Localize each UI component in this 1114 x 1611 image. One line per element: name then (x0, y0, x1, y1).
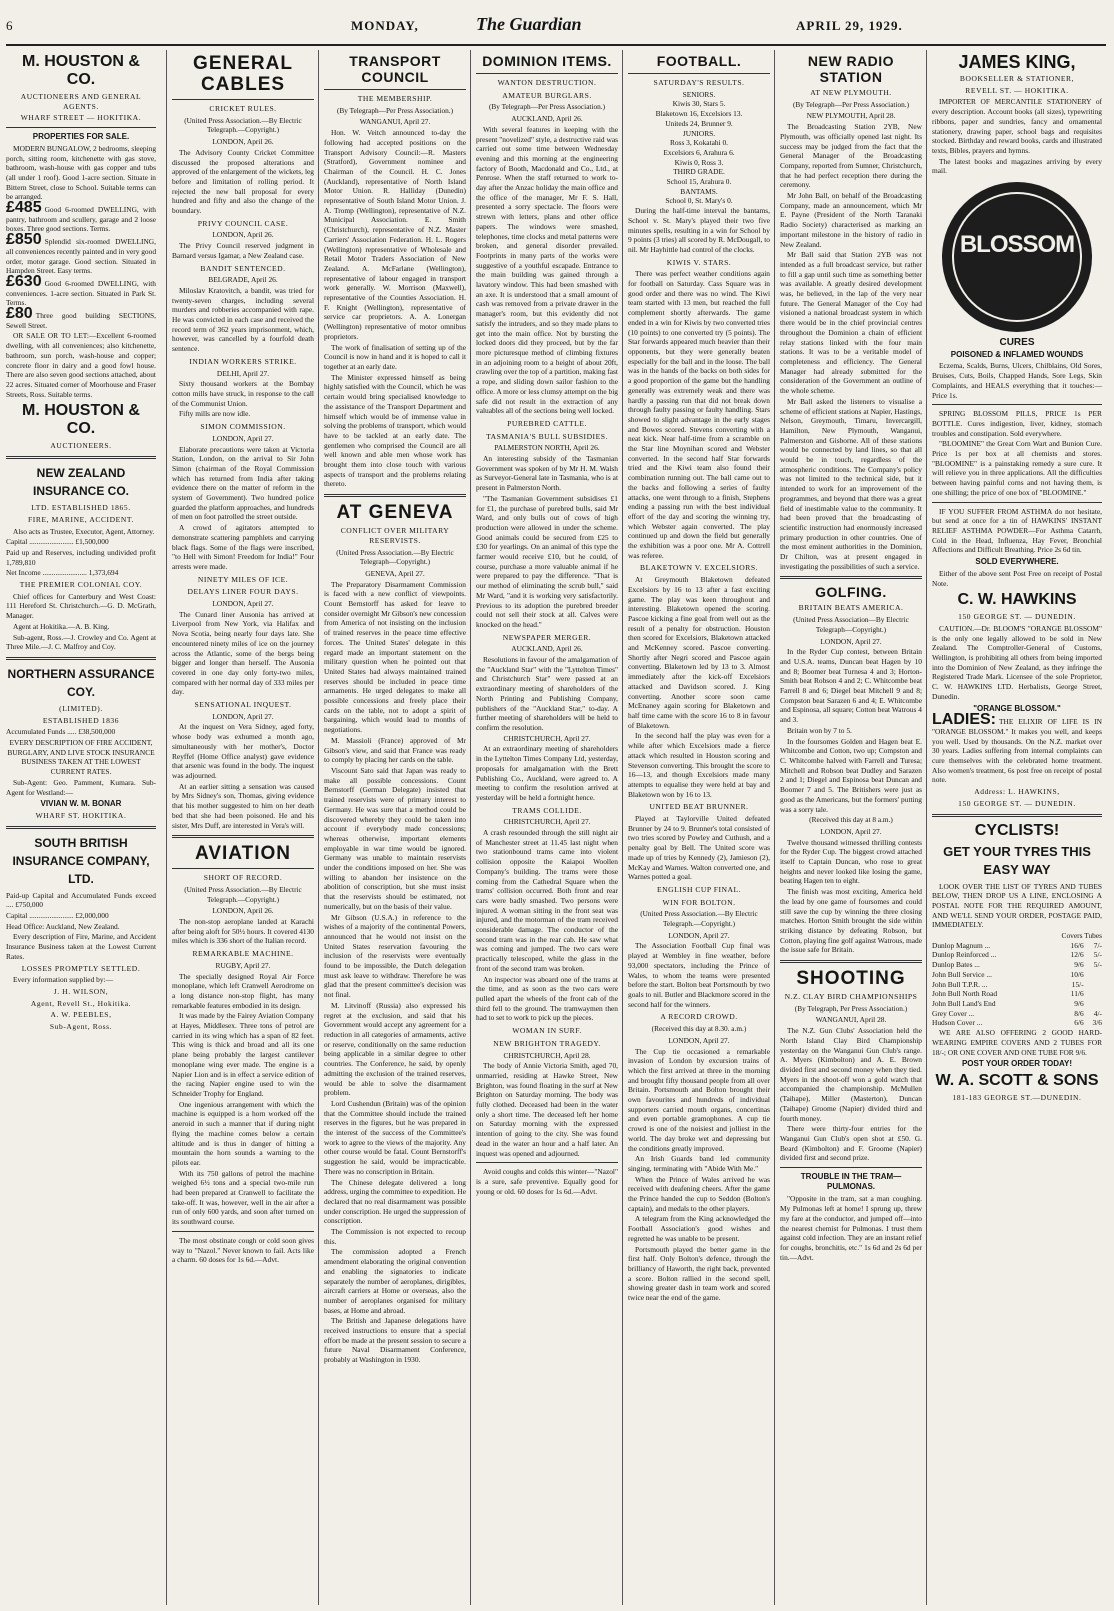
rugby-text-4: With its 750 gallons of petrol the machine weighed 6½ tons and a special two-mile run had been prepared at Cranwell to facilitate the take-off. It was, however, well in the air after a run of only 600 yards, and soon after turned on its southward course. (172, 1168, 314, 1227)
burglars-text: With several features in keeping with the present "novelized" style, a destructive raid was carried out some time between Wednesday evening and this morning at the engineering factory of Booth, Macdonald and Co., Ltd., at Penrose. When the staff returned to work to-day after the Anzac holiday the main office and the office of the manager, Mr F. S. Hall, presented a sorry spectacle. The floors were strewn with letters, plans and other office papers. The windows were smashed, telephones, time clocks and metal patterns were broken, and general disorder prevailed. Footprints in many parts of the works were suggestive of a youthful escapade. Entrance to the main building was gained through a lavatory window. This had been smashed with an axe. It is understood that a small amount of cash was removed from a private drawer in the manager's room, but this evidently did not satisfy the intruders, and so they made plans to get into the main office. Not by bursting the locked doors did they proceed, but by the far more picturesque method of climbing fixtures in an adjoining room to a height of about 20ft, crawling over the top of a partition, making fast a rope, and sliding down sailor fashion to the office. A more or less clumsy attempt on the big safe did not result in the extraction of any valuables all of the sections being well locked. (476, 124, 618, 416)
tyre-price-table (932, 941, 1102, 1028)
listing-485-text: Good 6-roomed DWELLING, with pantry, bathroom and scullery, garage and 2 loose boxes. Three good sections. Terms. (6, 205, 156, 234)
aviation-press: (United Press Association.—By Electric Telegraph.—Copyright.) (184, 884, 302, 904)
merger-heading: NEWSPAPER MERGER. (502, 632, 592, 642)
tyre-table-header: Covers Tubes (1061, 931, 1102, 941)
cricket-press: (United Press Association.—By Electric Telegraph.—Copyright.) (184, 115, 302, 135)
cures-text: Eczema, Scalds, Burns, Ulcers, Chilblains, Old Sores, Bruises, Cuts, Boils, Chapped Hands, Sore Legs, Skin Complaints, and HEALS everything that it touches:—Price 1s. (932, 361, 1102, 400)
trouble-text: "Opposite in the tram, sat a man coughing. My Pulmonas left at home! I sprung up, threw my fare at the conductor, and jumped off—into the nearest chemist for Pulmonas. I trust them against cold infection. They are an instant relief for coughs, bronchitis, etc." 1s 6d and 2s 6d per tin.—Advt. (780, 1194, 922, 1262)
column-1 (6, 50, 160, 1605)
scott-address: 181-183 GEORGE ST.—DUNEDIN. (952, 1092, 1082, 1102)
northern-description: EVERY DESCRIPTION OF FIRE ACCIDENT, BURGLARY, AND LIVE STOCK INSURANCE BUSINESS TAKEN AT THE LOWEST CURRENT RATES. (7, 738, 155, 777)
tyre-row (932, 970, 1102, 980)
geneva-text-8: The Commission is not expected to recoup this. (324, 1227, 466, 1246)
nzi-paid: Paid up and Reserves, including undivided profit 1,789,810 (6, 547, 156, 567)
transport-press: (By Telegraph—Per Press Association.) (336, 105, 454, 115)
tyre-row (932, 1009, 1102, 1019)
tyre-name: Hudson Cover ... (932, 1018, 983, 1028)
column-2 (166, 50, 319, 1605)
trams-heading: TRAMS COLLIDE. (512, 805, 582, 815)
ladies-address-2: 150 GEORGE ST. — DUNEDIN. (958, 798, 1076, 808)
delays-text: The Cunard liner Ausonia has arrived at Liverpool from New York, via Halifax and Nova Scotia, being nearly four days late. She encountered ninety miles of ice on the journey across the Atlantic, some of the bergs being bigger and longer than herself. The Ausonia covered in one day only forty-two miles, compared with her normal day of 333 miles per day. (172, 609, 314, 697)
column-5 (622, 50, 775, 1605)
kiwis-text: There was perfect weather conditions again for football on Saturday. Cass Square was in good order and there was no wind. The Kiwi team started with 13 men, but reached the full complement shortly afterwards. The game ended in a win for Kiwis by two converted tries (10 points) to one converted try (5 points). The Star forwards appeared much heavier than their opponents, but they were generally beaten especially for the ball and in the loose. The ball was in the hands of the backs on both sides for a good proportion of the game but the handling generally was extremely weak and there was hardly a passing run that did not break down through faulty passing or faulty handling. Stars showed to slight advantage in the early stages and Bowes scored. Stevens converting with a neat kick. Near half-time from a scramble on the Star line Moynihan scored and Webster converted. In the second half Star forwards tried and the Kiwi team also found their combination running out. The ball came out to the backs and following a series of faulty attacks, one went through to a finish, Stephens ending a passing run with the best individual effort of the day and scoring the winning try, which Webster again converted. The play continued up and down the field but generally the exhibition was a poor one. Mr A. Cottrell was referee. (628, 269, 770, 560)
aviation-heading: AVIATION (195, 843, 291, 865)
nzi-chief-offices: Chief offices for Canterbury and West Coast: 111 Hereford St. Christchurch.—G. D. McGrath, Manager. (6, 591, 156, 621)
trouble-heading: TROUBLE IN THE TRAM—PULMONAS. (800, 1172, 902, 1191)
masthead (6, 4, 1106, 46)
nzi-established: LTD. ESTABLISHED 1865. (31, 503, 131, 513)
surf-text: The body of Annie Victoria Smith, aged 70, unmarried, residing at Hawke Street, New Brighton, was found floating in the surf at New Brighton on Saturday morning. The body was fully clothed. Deceased had been in the water only a short time. The deceased left her home on Saturday morning with the expressed intention of going to the city. She was found dead in the water an hour and a half later. An inquest was opened and adjourned. (476, 1061, 618, 1158)
tyre-row (932, 999, 1102, 1009)
wilson-name: J. H. WILSON, (53, 987, 109, 996)
nzi-income: Net Income ........................ 1,373,694 (6, 568, 119, 578)
geneva-press: (United Press Association.—By Electric Telegraph—Copyright.) (336, 547, 454, 567)
merger-dateline: AUCKLAND, April 26. (511, 644, 583, 654)
shooting-text-1: The N.Z. Gun Clubs' Association held the North Island Clay Bird Championship yesterday on the Wanganui Gun Club's range. A. Myers (Kimbolton) and A. E. Brown divided first and second money when they tied. Myers in the shoot-off won a gold watch that accompanied the championship. McMullen (Taihape), Miller (Masterton), Duncan (Taihape) Groome (Napier) divided third and fourth money. (780, 1026, 922, 1123)
transport-text-1: Hon. W. Veitch announced to-day the following had accepted positions on the Transport Advisory Council:—R. Masters (Stratford), Government nominee and Chairman of the Council. H. C. Jones (Auckland), representative of North Island Motor Union. R. Halliday (Dunedin) representative of South Island Motor Union. J. A. Tromp (Wellington), representative of N.Z. Municipal Association. E. Smith (Christchurch), representative of N.Z. Master Carriers' Association Federation. H. L. Rogers (Wellington) representative of Wholesale and Retail Motor Traders Association of New Zealand. A. McFarlane (Wellington), representative of labour engaged in transport work generally. W. Morrison (Maxwell), representative of the Counties Association. H. F. Knight (Wellington), representative of service car proprietors. A. A. Lonergan (Wellington) representative of motor omnibus proprietors. (324, 128, 466, 341)
transport-text-2: The work of finalisation of setting up of the Council is now in hand and it is hoped to call it together at an early date. (324, 342, 466, 371)
tyre-cover-price: 15/- (1071, 979, 1084, 989)
wilson-role: Agent, Revell St., Hokitika. (30, 998, 132, 1008)
scott-heading: W. A. SCOTT & SONS (935, 1071, 1099, 1089)
cattle-text-1: An interesting subsidy of the Tasmanian Government was spoken of by Mr H. M. Walsh as Surveyor-General late in Tasmania, who is at present in Palmerston North. (476, 454, 618, 493)
shooting-press: (By Telegraph, Per Press Association.) (794, 1003, 908, 1013)
strike-text-1: Sixty thousand workers at the Bombay cotton mills have struck, in response to the call of the Communist Union. (172, 379, 314, 408)
golfing-dateline-2: LONDON, April 27. (820, 826, 882, 836)
tyre-cover-price: 10/6 (1070, 969, 1084, 979)
aviation-dateline: LONDON, April 26. (212, 906, 274, 916)
geneva-text-1: The Preparatory Disarmament Commission is faced with a new conflict of viewpoints. Count Bernstorff has asked for leave to consider overnight Mr Gibson's new concession from America of not insisting on the inclusion of trained reserves in the peace time effective forces. The United States' delegate in this regard made an important statement on the military question when he pointed out that United States had always maintained trained reserves should be included in peace time armaments. He urged delegates to make all possible concessions and freely place their cards on the table, not to adopt a spirit of bargaining, which would lead to months of negotiations. (324, 579, 466, 735)
privy-text: The Privy Council reserved judgment in Barnard versus Igamar, a New Zealand case. (172, 241, 314, 260)
junior-score-1: Ross 3, Kokatahi 0. (669, 138, 729, 148)
tyre-row (932, 960, 1102, 970)
delays-dateline: LONDON, April 27. (212, 599, 274, 609)
seniors-label: SENIORS. (682, 89, 716, 99)
price-850: £850 (6, 231, 42, 249)
inquest-text-2: At an earlier sitting a sensation was caused by Mrs Sidney's son, Thomas, giving evidence that his mother suggested to him on her death bed that she had been poisoned. He and his sister, Mrs Duff, are interested in Vera's will. (172, 781, 314, 830)
nazol-advert: The most obstinate cough or cold soon gives way to "Nazol." Never known to fail. Acts like a charm. 60 doses for 1s 6d.—Advt. (172, 1235, 314, 1265)
geneva-heading: AT GENEVA (336, 502, 454, 524)
radio-heading: NEW RADIO STATION (807, 53, 895, 85)
northern-funds: Accumulated Funds ..... £38,500,000 (6, 727, 116, 737)
simon-text-2: A crowd of agitators attempted to demonstrate scattering pamphlets and carrying black flags. Some of the flags were inscribed, "to Hell with Simon! Freedom for India!" Four arrests were made. (172, 523, 314, 571)
strike-dateline: DELHI, April 27. (216, 368, 270, 378)
shooting-subheading: N.Z. CLAY BIRD CHAMPIONSHIPS (784, 992, 918, 1002)
shooting-dateline: WANGANUI, April 28. (815, 1015, 887, 1025)
listing-485 (6, 199, 156, 234)
price-630: £630 (6, 272, 42, 290)
crowd-dateline: LONDON, April 27. (668, 1035, 730, 1045)
pills-text: SPRING BLOSSOM PILLS, PRICE 1s PER BOTTLE. Cures indigestion, liver, kidney, stomach troubles and constipation. Sold everywhere. (932, 409, 1102, 438)
merger-text: Resolutions in favour of the amalgamation of the "Auckland Star" with the "Lyttelton Times" and Christchurch Star" were passed at an extraordinary meeting of shareholders of the North Printing and Publishing Company, publishers of the "Auckland Star," to-day. A further meeting of shareholders will be held to confirm the resolution. (476, 655, 618, 732)
juniors-label: JUNIORS. (682, 128, 716, 138)
geneva-dateline: GENEVA, April 27. (365, 568, 425, 578)
king-subheading: BOOKSELLER & STATIONER, (959, 74, 1075, 83)
nzi-kinds: FIRE, MARINE, ACCIDENT. (28, 514, 134, 524)
bonar-name: VIVIAN W. M. BONAR (40, 799, 122, 809)
column-6 (774, 50, 927, 1605)
column-4 (470, 50, 623, 1605)
golfing-dateline: LONDON, April 27. (820, 636, 882, 646)
nzi-agent: Agent at Hokitika.—A. B. King. (13, 621, 110, 631)
crowd-text-4: A telegram from the King acknowledged the Football Association's good wishes and regretted he was unable to be present. (628, 1214, 770, 1243)
junior-score-2: Excelsiors 6, Arahura 6. (663, 147, 735, 157)
nzi-heading: NEW ZEALAND INSURANCE CO. (32, 466, 129, 499)
shooting-text-2: There were thirty-four entries for the Wanganui Gun Club's open shot at £50. G. Beard (Kimbolton) and F. Groome (Napier) divided first and second prize. (780, 1124, 922, 1163)
radio-text-3: Mr Ball said that Station 2YB was not intended as a full broadcast service, but rather to fill a gap until such time as something better was available. A greatly desired development was, he believed, in the lap of the very near future. The General Manager of the Coy had visioned a national broadcast system in which there would be in the chief provincial centres throughout the Dominion a chain of efficient relay stations linked with the four main stations. It was to be a veritable model of completeness and efficiency. The General Manager had already submitted for the consideration of the Government an outline of the whole scheme. (780, 250, 922, 396)
houston-heading-2: M. HOUSTON & CO. (22, 402, 140, 438)
geneva-subheading: CONFLICT OVER MILITARY RESERVISTS. (340, 526, 450, 545)
offer-text: WE ARE ALSO OFFERING 2 GOOD HARD-WEARING EMPIRE COVERS AND 2 TUBES FOR 18/-; OR ONE COVER AND ONE TUBE FOR 9/6. (932, 1028, 1102, 1057)
cup-dateline: LONDON, April 27. (668, 930, 730, 940)
dominion-press: (By Telegraph—Per Press Association.) (488, 102, 606, 112)
geneva-text-7: The Chinese delegate delivered a long address, urging the committee to expedition. He declared that no real disarmament was possible under conscription. He urged the suppression of conscription. (324, 1177, 466, 1226)
golfing-subheading: BRITAIN BEATS AMERICA. (798, 603, 904, 613)
golfing-text-3: In the foursomes Golden and Hagen beat E. Whitcombe and Cotton, two up; Compston and C. Whitcombe halved with Farrell and Turesa; Mitchell and Robson beat Dudley and Sarazen 2 and 1; Diegel and Espinosa beat Duncan and Boomer 7 and 5. The Britishers were just as good as the Americans, but the formers' putting was a sorry tale. (780, 736, 922, 814)
tyre-tube-price (1084, 999, 1102, 1009)
tyre-row (932, 941, 1102, 951)
radio-dateline: NEW PLYMOUTH, April 28. (806, 111, 896, 121)
houston-heading: M. HOUSTON & CO. (22, 53, 140, 88)
column-3 (318, 50, 471, 1605)
membership-heading: THE MEMBERSHIP. (357, 94, 433, 103)
tyre-tube-price (1084, 989, 1102, 999)
radio-text-1: The Broadcasting Station 2YB, New Plymouth, was officially opened last night. Its success may be judged from the fact that the General Manager of the Broadcasting Company, reported from Sumner, Christchurch, that he had perfect reception there during the ceremony. (780, 122, 922, 190)
tyre-row (932, 980, 1102, 990)
bandit-heading: BANDIT SENTENCED. (200, 263, 286, 273)
delays-heading: DELAYS LINER FOUR DAYS. (187, 587, 299, 597)
united-heading: UNITED BEAT BRUNNER. (649, 802, 749, 812)
crowd-text-2: An Irish Guards band led community singing, terminating with "Abide With Me." (628, 1154, 770, 1173)
surf-dateline: CHRISTCHURCH, April 28. (503, 1050, 591, 1060)
cup-text: The Association Football Cup final was played at Wembley in fine weather, before 93,000 spectators, including the Prince of Wales, to whom the teams were presented before the start. Bolton beat Portsmouth by two goals to nil. Butler and Blackmore scored in the second half for the winners. (628, 941, 770, 1009)
bandit-text: Miloslav Kratovitch, a bandit, was tried for twenty-seven charges, including several murders and robberies accompanied with rape. He was convicted in each case and received the record term of 362 years imprisonment, which, however, was cancelled by a fourfold death sentence. (172, 285, 314, 354)
tyre-name: John Bull North Road (932, 989, 998, 999)
cricket-heading: CRICKET RULES. (209, 104, 277, 113)
south-british-description: Every description of Fire, Marine, and Accident Insurance Business taken at the Lowest Current Rates. (6, 932, 156, 961)
cup-subheading: WIN FOR BOLTON. (662, 897, 736, 907)
simon-heading: SIMON COMMISSION. (200, 422, 286, 432)
bantams-text: During the half-time interval the bantams, School v. St. Mary's played their two five minutes spells, resulting in a win for School by 9 points (3 tries) all scored by R. McDougall, to nil. Mr Hayhittle had control of the clocks. (628, 206, 770, 254)
crowd-text-5: Portsmouth played the better game in the first half. Only Bolton's defence, through the brilliancy of Haworth, the right back, prevented a score. Bolton rallied in the second spell, showing greater dash in team work and scored twice near the end of the game. (628, 1244, 770, 1303)
kiwis-heading: KIWIS V. STARS. (666, 257, 732, 267)
short-record-heading: SHORT OF RECORD. (203, 873, 283, 883)
transport-council-heading: TRANSPORT COUNCIL (349, 53, 441, 85)
cup-heading: ENGLISH CUP FINAL. (656, 884, 742, 894)
crowd-text-1: The Cup tie occasioned a remarkable invasion of London by excursion trains of which the first arrived at three in the morning and brought fifty thousand people from all over Britain. Portsmouth and Bolton brought their own favourites and hundreds of individual supporters carried mouth organs, concertinas and even portable gramophones. A cup tie crowd is one of the noisiest and jolliest in the world. The day broke wet and depressing but the conditions greatly improved. (628, 1046, 770, 1153)
sold-text: Either of the above sent Post Free on receipt of Postal Note. (932, 568, 1102, 588)
tyre-cover-price: 16/6 (1070, 940, 1084, 950)
radio-text-2: Mr John Ball, on behalf of the Broadcasting Company, made an announcement, which Mr E. Payne (President of the North Taranaki Radio Society) characterised as marking an important milestone in the history of radio in New Zealand. (780, 191, 922, 249)
tyre-tube-price: 4/- (1093, 1008, 1102, 1018)
asthma-text: IF YOU SUFFER FROM ASTHMA do not hesitate, but send at once for a tin of HAWKINS' INSTANT RELIEF ASTHMA POWDER—For Asthma Catarrh, Cold in the Head, Influenza, Hay Fever, Bronchial Affections and Difficult Breathing. Price 2s 6d tin. (932, 506, 1102, 555)
sold-heading: SOLD EVERYWHERE. (975, 557, 1059, 567)
south-british-info: Every information supplied by:— (13, 975, 113, 985)
masthead-date: APRIL 29, 1929. (796, 18, 903, 33)
listing-630-text: Good 6-roomed DWELLING, with conveniences. 1-acre section. Situated in Park St. Terms. (6, 278, 156, 308)
ladies-heading: LADIES: (932, 711, 996, 729)
king-text-2: The latest books and magazines arriving by every mail. (932, 156, 1102, 176)
tyre-tube-price: 3/6 (1092, 1018, 1102, 1028)
bonar-address: WHARF ST. HOKITIKA. (35, 810, 127, 820)
rugby-text-1: The specially designed Royal Air Force monoplane, which left Cranwell Aerodrome on a long distance non-stop flight, has many remarkable features embodied in its design. (172, 971, 314, 1010)
northern-limited: (LIMITED). (59, 703, 103, 713)
caution-text: CAUTION.—Dr. BLOOM'S "ORANGE BLOSSOM" is the only one legally allowed to be sold in New Zealand. The Comptroller-General of Customs, Wellington, is prohibiting all others from being imported into the Dominion of New Zealand, as they infringe the Registered Trade Mark. Licensee of the sole Proprietor, C. W. HAWKINS LTD. Herbalists, George Street, Dunedin. (932, 623, 1102, 701)
hawkins-heading: C. W. HAWKINS (957, 591, 1077, 609)
geneva-text-2: M. Massioli (France) approved of Mr Gibson's view, and said that France was ready to comply by placing her cards on the table. (324, 735, 466, 765)
results-heading: SATURDAY'S RESULTS. (653, 78, 745, 87)
nzi-subagents: Sub-agent, Ross.—J. Crowley and Co. Agent at Three Mile.—J. C. Malfroy and Coy. (6, 632, 156, 652)
crowd-received: (Received this day at 8.30. a.m.) (651, 1024, 747, 1034)
senior-score-3: Uniteds 24, Brunner 9. (665, 118, 733, 128)
south-british-capital: Capital ........................ £2,000,000 (6, 911, 109, 921)
ladies-advert (932, 711, 1102, 785)
christchurch-text: At an extraordinary meeting of shareholders in the Lyttelton Times Company Ltd, yesterday, proposals for amalgamation with the Brett Publishing Co., Auckland, were agreed to. A meeting to confirm the resolution arrived at yesterday will be held a fortnight hence. (476, 744, 618, 802)
rugby-text-3: One ingenious arrangement with which the machine is equipped is a horn worked off the aneroid in such a manner that if during night flying the machine comes below a certain altitude and is thus in danger of hitting a mountain the horn sounds a warning to the pilots ear. (172, 1099, 314, 1167)
inquest-text-1: At the inquest on Vera Sidney, aged forty, whose body was exhumed a month ago, simultaneously with her mother's, Doctor Reyffel (Home Office analyst) gave evidence that arsenic was found in the body. The inquest was adjourned. (172, 722, 314, 780)
aviation-text: The non-stop aeroplane landed at Karachi after being aloft for 50½ hours. It covered 4130 miles which is 336 short of the Italian record. (172, 917, 314, 946)
bandit-dateline: BELGRADE, April 26. (208, 275, 278, 285)
radio-subheading: AT NEW PLYMOUTH. (810, 88, 892, 97)
ninety-miles-heading: NINETY MILES OF ICE. (197, 574, 289, 584)
geneva-text-6: Lord Cushendun (Britain) was of the opinion that the Committee should include the trained reserves in the figures, but he was prepared in the interest of the success of the Committee's work to agree to the views of the majority. Any other course would be fatal. Count Bernstorff's suggestion he said, would be impracticable. There was no conscription in Britain. (324, 1098, 466, 1176)
subsidy-heading: TASMANIA'S BULL SUBSIDIES. (486, 431, 608, 441)
crowd-heading: A RECORD CROWD. (660, 1012, 738, 1022)
golfing-received: (Received this day at 8 a.m.) (809, 815, 893, 825)
junior-score-3: Kiwis 0, Ross 3. (674, 157, 724, 167)
surf-heading: WOMAN IN SURF. (512, 1026, 582, 1036)
golfing-text-2: Britain won by 7 to 5. (787, 725, 852, 735)
geneva-text-4: Mr Gibson (U.S.A.) in reference to the wishes of a majority of the continental Powers, announced that he would not insist on the United States reservation favouring the inclusion of the reservists were eventually found to be impossible, the Dutch delegation must ask leave to withdraw. Therefore he was glad that the present committee's decision was not final. (324, 912, 466, 1000)
radio-press: (By Telegraph—Per Press Association.) (792, 99, 910, 109)
golfing-press: (United Press Association—By Electric Telegraph—Copyright.) (793, 615, 909, 634)
cattle-heading: PUREBRED CATTLE. (507, 418, 587, 428)
houston-address: WHARF STREET — HOKITIKA. (20, 113, 142, 123)
surf-advert: Avoid coughs and colds this winter—"Nazol" is a sure, safe preventive. Equally good for young or old. 60 doses for 1s 6d.—Advt. (476, 1167, 619, 1196)
blossom-seal-logo (942, 182, 1092, 332)
transport-dateline: WANGANUI, April 27. (359, 117, 431, 127)
bantams-score: School 0, St. Mary's 0. (665, 196, 733, 206)
tyre-name: John Bull Land's End (932, 999, 996, 1008)
south-british-office: Head Office: Auckland, New Zealand. (6, 921, 120, 931)
price-485: £485 (6, 199, 42, 217)
tragedy-heading: NEW BRIGHTON TRAGEDY. (493, 1038, 601, 1048)
geneva-text-5: M. Litvinoff (Russia) also expressed his regret at the exclusion, and said that his Government would accept any agreement for a reduction in all categories of armaments, active or reserve, conditionally on the same reduction being applicable in a similar degree to other countries. The Conference, he said, by openly admitting the exclusion of the trained reserves, would be able to solve the disarmament problem. (324, 1000, 466, 1098)
tyre-cover-price: 8/6 (1074, 1008, 1084, 1018)
transport-text-3: The Minister expressed himself as being highly satisfied with the Council, which he was certain would bring specialised knowledge to the assistance of the Transport Department and himself which would be of immense value in solving the problems of transport, which would have to be tackled at an early date. The gentlemen who comprised the Council are all well known and able men whose work has brought them into close touch with various aspects of transport and the problems relating thereto. (324, 372, 466, 489)
listing-850 (6, 231, 157, 276)
south-british-heading: SOUTH BRITISH INSURANCE COMPANY, LTD. (12, 835, 150, 886)
golfing-text-5: The finish was most exciting, America held the lead by one game of foursomes and could still save the cup by winning the three closing matches. Horton Smith brought the side within striking distance by defeating Robson, but Cotton, playing fine golf against Watrous, made the issue safe for Britain. (780, 887, 922, 955)
trams-text-1: A crash resounded through the still night air of Manchester street at 11.45 last night when two stationbound trams came into violent collision opposite the Kaiapoi Woollen Company's building. The trams were those coming from the Cathedral Square when the trams' collision occurred. Both front and rear cars were badly smashed. Two persons were injured. A woman sitting in the front seat was injured, and the motorman of the tram received considerable damage. The conductor of the second tram was in the rear cab. He saw what was coming and jumped. The two cars were practically telescoped, while the glass in the front of the second tram was broken. (476, 828, 618, 973)
post-order-heading: POST YOUR ORDER TODAY! (961, 1059, 1073, 1069)
privy-heading: PRIVY COUNCIL CASE. (197, 218, 289, 228)
cures-heading: CURES (999, 337, 1035, 349)
tyre-tube-price (1084, 970, 1102, 980)
football-heading: FOOTBALL. (656, 53, 742, 69)
tyre-name: Dunlop Magnum ... (932, 940, 991, 950)
privy-dateline: LONDON, April 26. (212, 230, 274, 240)
bungalow-listing: MODERN BUNGALOW, 2 bedrooms, sleeping porch, sitting room, kitchenette with gas stove, bathroom, wash-house with gas copper and tubs (all under 1 roof). Good 1-acre section. Situate in Bittern Street, close to School. Suitable terms can be arranged. (6, 143, 157, 202)
cyclists-heading: CYCLISTS! (974, 821, 1060, 839)
listing-630 (6, 272, 156, 308)
senior-score-2: Blaketown 16, Excelsiors 13. (655, 109, 743, 119)
masthead-title: The Guardian (476, 14, 582, 34)
blaketown-heading: BLAKETOWN V. EXCELSIORS. (640, 563, 758, 573)
inquest-heading: SENSATIONAL INQUEST. (194, 700, 292, 710)
king-heading: JAMES KING, (958, 52, 1076, 72)
strike-heading: INDIAN WORKERS STRIKE. (189, 356, 297, 366)
golfing-heading: GOLFING. (815, 584, 887, 601)
dominion-items-heading: DOMINION ITEMS. (482, 53, 612, 69)
third-grade-label: THIRD GRADE. (673, 167, 725, 177)
tyre-row (932, 950, 1102, 960)
inquest-dateline: LONDON, April 27. (212, 711, 274, 721)
orange-blossom-heading: "ORANGE BLOSSOM." (973, 703, 1061, 713)
burglars-heading: AMATEUR BURGLARS. (502, 90, 592, 100)
cup-press: (United Press Association.—By Electric Telegraph.—Copyright.) (640, 909, 758, 929)
masthead-day: MONDAY, (351, 18, 419, 33)
trams-text-2: An inspector was aboard one of the trams at the time, and as soon as the two cars were pulled apart the wheels of the front cab of the third fell to the ground. The tramwaymen then had to set to work to pick up the pieces. (476, 974, 618, 1023)
price-80: £80 (6, 305, 33, 323)
listing-80-text: Three good building SECTIONS, Sewell Street. (6, 311, 156, 330)
cyclists-text: LOOK OVER THE LIST OF TYRES AND TUBES BELOW, THEN DROP US A LINE, ENCLOSING A POSTAL NOTE FOR THE REQUIRED AMOUNT, AND WE'LL SEND YOUR ORDER, POSTAGE PAID, IMMEDIATELY. (932, 881, 1102, 930)
tyre-tube-price: 5/- (1093, 960, 1102, 970)
christchurch-dateline: CHRISTCHURCH, April 27. (503, 733, 591, 743)
northern-agents: Sub-Agent: Geo. Pamment, Kumara. Sub-Agent for Westland:— (6, 777, 156, 797)
shooting-heading: SHOOTING (796, 968, 906, 990)
cattle-text-2: "The Tasmanian Government subsidises £1 for £1, the purchase of purebred bulls, said Mr Ward, and only bulls out of cows of high production were allowed in under the scheme. Good animals could be secured from £25 to £30 for yearlings. On an animal of this type the farmer would receive £10, but he could, of course, purchase a more valuable animal if he were prepared to pay the difference. "That is our method of eliminating the scrub bull," said Mr Ward, "and it is working very satisfactorily. Previous to its adoption the purebred breeder could not sell their stock at all. Calves were knocked on the head." (476, 493, 618, 629)
geneva-text-10: The British and Japanese delegations have received instructions to ensure that a special effort be made at the present session to secure a future Naval Disarmament Conference, probably at Washington in 1930. (324, 1316, 466, 1365)
united-text: Played at Taylorville United defeated Brunner by 24 to 9. Brunner's total consisted of two tries scored by Powley and Cuthush, and a penalty goal by Bell. The United score was made up of tries by Kennedy (2), Jamieson (2), McKay and Warnes. Walton converted one, and Warnes potted a goal. (628, 814, 770, 882)
cricket-dateline: LONDON, April 26. (212, 137, 274, 147)
trams-dateline: CHRISTCHURCH, April 27. (503, 817, 591, 827)
rugby-dateline: RUGBY, April 27. (215, 960, 271, 970)
houston-subheading-2: AUCTIONEERS. (50, 441, 112, 451)
radio-text-4: Mr Ball asked the listeners to visualise a scheme of efficient stations at Napier, Hastings, Nelson, Greymouth, Timaru, Invercargill, Hamilton, New Plymouth, Wanganui, Palmerston and Gisborne. All of these stations would be connected by land lines, so that all would be in touch, regardless of the atmospheric conditions. The Company's policy was not limited to the technical side, but it intended to work for an improvement of the programmes, and beyond that there was a great field of inestimable value to the community. It had been proved that the broadcasting of scientific instruction had enormously increased primary production in other countries. One of the most eminent authorities in the Dominion, Dr Chilton, was at present engaged in investigating the possibilities of such a service. (780, 396, 922, 571)
tyre-cover-price: 6/6 (1074, 1018, 1084, 1028)
king-text-1: IMPORTER OF MERCANTILE STATIONERY of every description. Account books (all sizes), typewriting ribbons, paper and sundries, fancy and ornamental stationery, drawing paper, school bags and requisites stocked. Birthday and reward books, cards and illustrated texts, Bibles, prayers and hymns. (932, 97, 1102, 155)
king-address: REVELL ST. — HOKITIKA. (965, 85, 1069, 95)
listing-80 (6, 305, 156, 330)
premier-heading: THE PREMIER COLONIAL COY. (19, 580, 143, 590)
tyre-cover-price: 9/6 (1074, 960, 1084, 970)
page-number: 6 (6, 18, 14, 33)
senior-score-1: Kiwis 30, Stars 5. (672, 99, 726, 109)
listing-850-text: Splendid six-roomed DWELLING, all conveniences recently painted and in very good order, motor garage. Good section. Situated in Hampden Street. Easy terms. (6, 237, 157, 276)
simon-text-1: Elaborate precautions were taken at Victoria Station, London, on the arrival to Sir John Simon (chairman of the Royal Commission which has returned from India after taking evidence there on the matter of reform in the system of Government). Two hundred police guarded the platform approaches, and hundreds of men on foot patrolled the street outside. (172, 444, 314, 522)
geneva-text-9: The commission adopted a French amendment elaborating the original convention and enabling the signatories to indicate separately the number of aeroplanes, dirigibles, aircraft carriers at Home or overseas, also the number of aeroplanes organised for military bases, at Home and abroad. (324, 1247, 466, 1315)
lease-listing: OR SALE OR TO LET:—Excellent 6-roomed dwelling, with all conveniences; also kitchenette, bathroom, sun porch, wash-house and copper; concrete floor in dairy and a good fowl house. There are also seven good sections attached, about 22 acres. Situated corner of Moorhouse and Fraser Streets, Ross. Suitable terms. (6, 331, 156, 399)
wanton-heading: WANTON DESTRUCTION. (497, 78, 597, 87)
peebles-role: Sub-Agent, Ross. (49, 1022, 113, 1032)
tyre-row (932, 989, 1102, 999)
south-british-losses: LOSSES PROMPTLY SETTLED. (21, 963, 141, 973)
third-grade-score: School 15, Arahura 0. (666, 177, 732, 187)
cures-subheading: POISONED & INFLAMED WOUNDS (950, 349, 1084, 359)
properties-heading: PROPERTIES FOR SALE. (32, 132, 130, 142)
peebles-name: A. W. PEEBLES, (50, 1010, 112, 1020)
golfing-text-1: In the Ryder Cup contest, between Britain and U.S.A. teams, Duncan beat Hagen by 10 and 8; Boomer beat Turnesa 4 and 3; Horton-Smith beat Robson 4 and 2; C. Whitcombe beat Farrell 8 and 6; Diegel beat Mitchell 9 and 8; Compston beat Sarazen 6 and 4; E. Whitcombe and Espinosa, all square; Cotton beat Watrous 4 and 3. (780, 647, 922, 725)
golfing-text-4: Twelve thousand witnessed thrilling contests for the Ryder Cup. The biggest crowd attached itself to Captain Duncan, who rose to great heights and never looked like losing the game, beating Hagen ten to eight. (780, 837, 922, 886)
ladies-address-1: Address: L. HAWKINS, (974, 787, 1060, 797)
ladies-text: THE ELIXIR OF LIFE IS IN "ORANGE BLOSSOM." It makes you well, and keeps you well. Used by thousands. On the N.Z. market over 30 years. Ladies suffering from internal complaints can cure themselves with the celebrated home treatment. Also women's treatment, 6s post free on receipt of postal note. (932, 717, 1102, 785)
tyre-name: Dunlop Reinforced ... (932, 950, 997, 960)
south-british-paid: Paid-up Capital and Accumulated Funds exceed .... £750,000 (6, 890, 156, 910)
northern-heading: NORTHERN ASSURANCE COY. (7, 666, 155, 699)
seal-word: BLOSSOM (959, 231, 1075, 259)
rugby-text-2: It was made by the Fairey Aviation Company at Hayes, Middlesex. Three tons of petrol are carried in its wing which has a span of 82 feet. This wing is thick and broad and all its one plane being probably the largest cantilever monoplane wing ever made. The engine is a Napier Lion and is in effect a service edition of the racing Napier engine used to win the Schneider Trophy for England. (172, 1011, 314, 1098)
machine-heading: REMARKABLE MACHINE. (192, 949, 294, 959)
tyres-heading: GET YOUR TYRES THIS EASY WAY (943, 843, 1091, 877)
tyre-name: John Bull T.P.R. ... (932, 979, 988, 989)
geneva-text-3: Viscount Sato said that Japan was ready to make all possible concessions. Count Bernstorff (German Delegate) insisted that trained reservists were of primary interest to Germany. He was sure that a method could be discovered whereby they could be taken into account if everybody made concessions; whereas otherwise, important elements employable in war time would be ignored. Germany was unable to maintain reservists under the conditions imposed on her. She was willing to abandon her insistence on the abolition of conscription, but she must insist that the reservists should be estimated, not numerically, but on the basis of their value. (324, 766, 466, 911)
tyre-tube-price: 7/- (1093, 940, 1102, 950)
general-cables-heading: GENERAL CABLES (193, 53, 293, 95)
strike-text-2: Fifty mills are now idle. (179, 409, 251, 419)
blaketown-text-1: At Greymouth Blaketown defeated Excelsiors by 16 to 13 after a fast exciting game. The play was keen throughout and interesting. Blaketown opened the scoring. Pascoe kicking a fine goal from well out as the result of a penalty for obstruction. Houston then scored for Excelsiors, Blaketown attacked and McKenney scored. Pascoe converting. Shortly after Negri scored and Pascoe again converting. Blaketown led by 13 to 3. Almost immediately after the kick-off Excelsiors attacked and Davidson scored. J. King converting. Another score soon came McEnaney again scoring for Blaketown and half time came with the score 16 to 8 in favour of Blaketown. (628, 575, 770, 730)
auckland-dateline: AUCKLAND, April 26. (511, 114, 583, 124)
bantams-label: BANTAMS. (680, 186, 718, 196)
tyre-name: Dunlop Bates ... (932, 960, 980, 970)
tyre-tube-price (1084, 980, 1102, 990)
nzi-trustee: Also acts as Trustee, Executor, Agent, Attorney. (13, 526, 155, 536)
tyre-cover-price: 12/6 (1070, 950, 1084, 960)
tyre-tube-price: 5/- (1093, 950, 1102, 960)
column-7 (926, 50, 1107, 1605)
nzi-capital: Capital ........................ £1,500,000 (6, 537, 109, 547)
hawkins-address: 150 GEORGE ST. — DUNEDIN. (958, 612, 1076, 622)
tyre-cover-price: 9/6 (1074, 999, 1084, 1008)
palmerston-dateline: PALMERSTON NORTH, April 26. (494, 443, 600, 453)
simon-dateline: LONDON, April 27. (212, 433, 274, 443)
tyre-cover-price: 11/6 (1070, 989, 1084, 999)
cricket-text: The Advisory County Cricket Committee discussed the proposed alterations and approved of the enlargement of the wickets, leg before and limitation of rolling period. It rejected the new ball proposal for every hundred and fifty and also the change of the boundary. (172, 147, 314, 216)
northern-established: ESTABLISHED 1836 (42, 715, 120, 725)
houston-subheading: AUCTIONEERS AND GENERAL AGENTS. (20, 92, 142, 111)
bloomine-text: "BLOOMINE" the Great Corn Wart and Bunion Cure. Price 1s per box at all chemists and stores. "BLOOMINE" is a painstaking remedy a sure cure. It will relieve you in three applications. All the difficulties between having painful corns and not having them, is one shilling; the price of one box of "BLOOMINE." (932, 439, 1102, 497)
tyre-name: John Bull Service ... (932, 969, 992, 979)
tyre-row (932, 1018, 1102, 1028)
tyre-name: Grey Cover ... (932, 1008, 975, 1018)
crowd-text-3: When the Prince of Wales arrived he was received with deafening cheers. After the game the Prince handed the cup to Seddon (Bolton's captain), and medals to the other players. (628, 1174, 770, 1213)
blaketown-text-2: In the second half the play was even for a while after which Excelsiors made a fierce attack which resulted in Houston scoring and Stevenson converting. This brought the score to 16—13, and though Excelsiors made many attempts to equalise they were held at bay and Blaketown won by 16 to 13. (628, 731, 770, 799)
